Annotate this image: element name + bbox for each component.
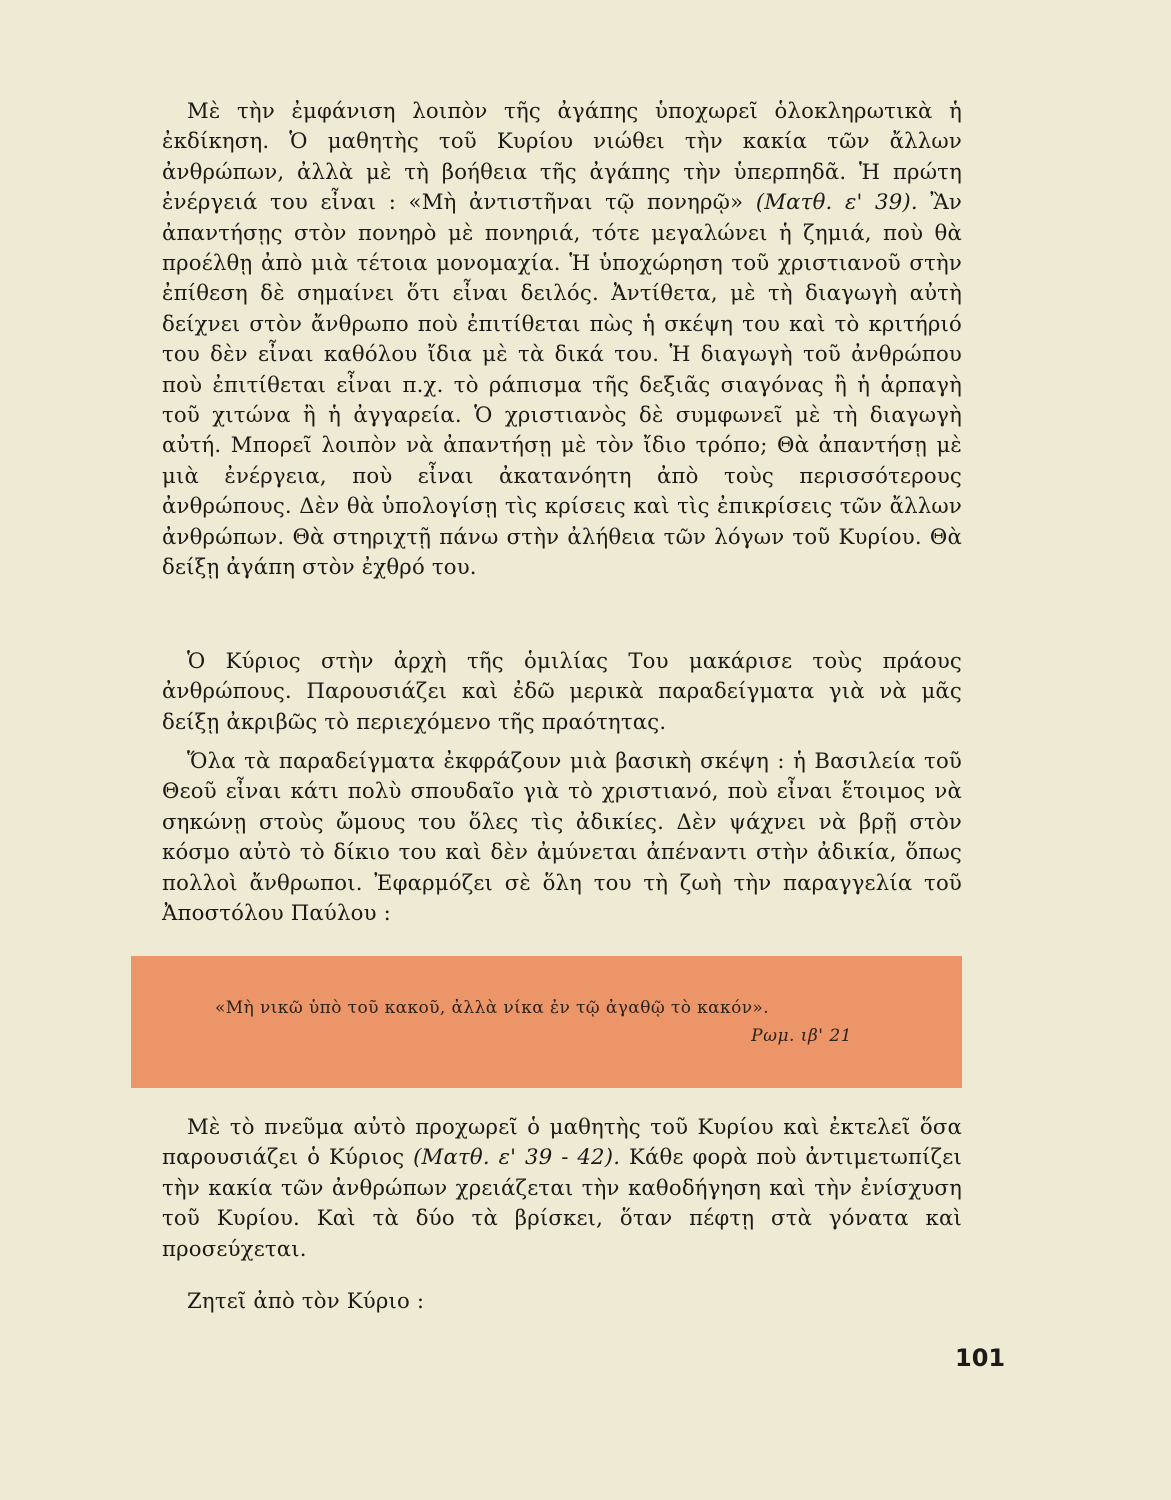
paragraph-5-text: Ζητεῖ ἀπὸ τὸν Κύριο : [187, 1288, 425, 1313]
paragraph-3-text: Ὅλα τὰ παραδείγματα ἐκφράζουν μιὰ βασικὴ σκέψη : ἡ Βασιλεία τοῦ Θεοῦ εἶναι κάτι πολὺ σπουδαῖο γιὰ τὸ χριστιανό, ποὺ εἶναι ἕτοιμος νὰ σηκώνῃ στοὺς ὤμους του ὅλες τὶς ἀδικίες. Δὲν ψάχνει νὰ βρῇ στὸν κόσμο αὐτὸ τὸ δίκιο του καὶ δὲν ἀμύνεται ἀπέναντι στὴν ἀδικία, ὅπως πολλοὶ ἄνθρωποι. Ἐφαρμόζει σὲ ὅλη του τὴ ζωὴ τὴν παραγγελία τοῦ Ἀποστόλου Παύλου : [162, 748, 962, 926]
paragraph-5 [162, 1286, 962, 1316]
paragraph-2 [162, 646, 962, 737]
paragraph-4-reference: (Ματθ. ε' 39 - 42). [413, 1144, 621, 1170]
paragraph-1-text-end: Ἂν ἀπαντήσῃς στὸν πονηρὸ μὲ πονηριά, τότε μεγαλώνει ἡ ζημιά, ποὺ θὰ προέλθῃ ἀπὸ μιὰ τέτοια μονομαχία. Ἡ ὑποχώρηση τοῦ χριστιανοῦ στὴν ἐπίθεση δὲ σημαίνει ὅτι εἶναι δειλός. Ἀντίθετα, μὲ τὴ διαγωγὴ αὐτὴ δείχνει στὸν ἄνθρωπο ποὺ ἐπιτίθεται πὼς ἡ σκέψη του καὶ τὸ κριτήριό του δὲν εἶναι καθόλου ἴδια μὲ τὰ δικά του. Ἡ διαγωγὴ τοῦ ἀνθρώπου ποὺ ἐπιτίθεται εἶναι π.χ. τὸ ράπισμα τῆς δεξιᾶς σιαγόνας ἢ ἡ ἁρπαγὴ τοῦ χιτώνα ἢ ἡ ἀγγαρεία. Ὁ χριστιανὸς δὲ συμφωνεῖ μὲ τὴ διαγωγὴ αὐτή. Μπορεῖ λοιπὸν νὰ ἀπαντήσῃ μὲ τὸν ἴδιο τρόπο; Θὰ ἀπαντήσῃ μὲ μιὰ ἐνέργεια, ποὺ εἶναι ἀκατανόητη ἀπὸ τοὺς περισσότερους ἀνθρώπους. Δὲν θὰ ὑπολογίσῃ τὶς κρίσεις καὶ τὶς ἐπικρίσεις τῶν ἄλλων ἀνθρώπων. Θὰ στηριχτῇ πάνω στὴν ἀλήθεια τῶν λόγων τοῦ Κυρίου. Θὰ δείξῃ ἀγάπη στὸν ἐχθρό του. [162, 189, 963, 580]
quote-text: «Μὴ νικῶ ὑπὸ τοῦ κακοῦ, ἀλλὰ νίκα ἐν τῷ ἀγαθῷ τὸ κακόν». [215, 998, 770, 1018]
paragraph-1-reference: (Ματθ. ε' 39). [755, 189, 918, 215]
paragraph-3 [162, 746, 962, 928]
quote-highlight-box [131, 956, 962, 1088]
paragraph-4-text-end: Κάθε φορὰ ποὺ ἀντιμετωπίζει τὴν κακία τῶν ἀνθρώπων χρειάζεται τὴν καθοδήγηση καὶ τὴν ἐνίσχυση τοῦ Κυρίου. Καὶ τὰ δύο τὰ βρίσκει, ὅταν πέφτῃ στὰ γόνατα καὶ προσεύχεται. [162, 1144, 962, 1261]
paragraph-2-text: Ὁ Κύριος στὴν ἀρχὴ τῆς ὁμιλίας Του μακάρισε τοὺς πράους ἀνθρώπους. Παρουσιάζει καὶ ἐδῶ μερικὰ παραδείγματα γιὰ νὰ μᾶς δείξῃ ἀκριβῶς τὸ περιεχόμενο τῆς πραότητας. [162, 648, 962, 734]
page-number: 101 [955, 1344, 1006, 1372]
paragraph-1 [162, 96, 962, 583]
paragraph-4-text-start: Μὲ τὸ πνεῦμα αὐτὸ προχωρεῖ ὁ μαθητὴς τοῦ Κυρίου καὶ ἐκτελεῖ ὅσα παρουσιάζει ὁ Κύριος [162, 1114, 962, 1170]
paragraph-1-text-start: Μὲ τὴν ἐμφάνιση λοιπὸν τῆς ἀγάπης ὑποχωρεῖ ὁλοκληρωτικὰ ἡ ἐκδίκηση. Ὁ μαθητὴς τοῦ Κυρίου νιώθει τὴν κακία τῶν ἄλλων ἀνθρώπων, ἀλλὰ μὲ τὴ βοήθεια τῆς ἀγάπης τὴν ὑπερπηδᾶ. Ἡ πρώτη ἐνέργειά του εἶναι : «Μὴ ἀντιστῆναι τῷ πονηρῷ» [162, 98, 962, 215]
quote-reference: Ρωμ. ιβ' 21 [751, 1026, 852, 1046]
paragraph-4 [162, 1112, 962, 1264]
